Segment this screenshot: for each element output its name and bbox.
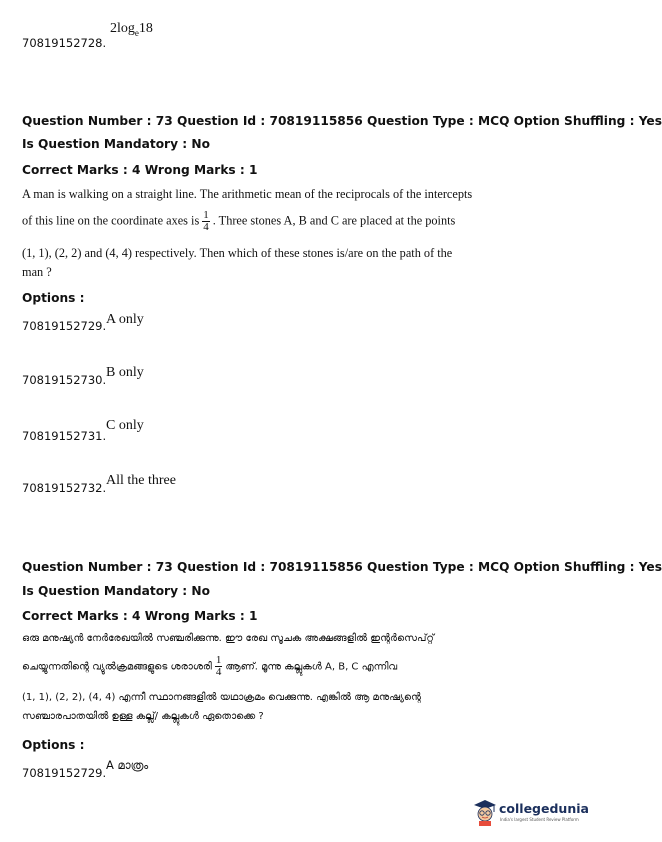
question-mandatory: Is Question Mandatory : No (22, 584, 210, 598)
brand-name: collegedunia (499, 801, 589, 816)
option-id: 70819152729. (22, 319, 107, 333)
option-id: 70819152731. (22, 429, 107, 443)
question-body-line: (1, 1), (2, 2), (4, 4) എന്നീ സ്ഥാനങ്ങളിൽ യഥാക്രമം വെക്കുന്നു. എങ്കിൽ ആ മനുഷ്യന്റെ (22, 692, 421, 703)
brand-tagline: India's largest Student Review Platform (500, 817, 579, 822)
question-marks: Correct Marks : 4 Wrong Marks : 1 (22, 609, 258, 623)
option-id: 70819152732. (22, 481, 107, 495)
question-mandatory: Is Question Mandatory : No (22, 137, 210, 151)
option-id: 70819152729. (22, 766, 107, 780)
question-header: Question Number : 73 Question Id : 70819115856 Question Type : MCQ Option Shuffling : Yes (22, 560, 662, 574)
option-text: A മാത്രം (106, 758, 149, 772)
mascot-icon (472, 797, 498, 827)
question-body-line: man ? (22, 265, 52, 279)
options-label: Options : (22, 738, 85, 752)
collegedunia-logo (472, 797, 589, 829)
question-body-line: ഒരു മനുഷ്യൻ നേർരേഖയിൽ സഞ്ചരിക്കുന്നു. ഈ രേഖ സൂചക അക്ഷങ്ങളിൽ ഇന്റർസെപ്റ്റ് (22, 633, 434, 644)
option-expression: $2\log_e18$ (110, 21, 153, 38)
question-marks: Correct Marks : 4 Wrong Marks : 1 (22, 163, 258, 177)
question-body-line: A man is walking on a straight line. The arithmetic mean of the reciprocals of the intercepts (22, 187, 473, 201)
question-body-line: ചെയ്യുന്നതിന്റെ വ്യുൽക്രമങ്ങളുടെ ശരാശരി $\frac{1}{4}$ ആണ്. മൂന്നു കല്ലുകൾ A, B, C എന്നിവ (22, 654, 398, 678)
fraction: $\frac{1}{4}$ (203, 209, 209, 233)
option-text: A only (106, 312, 144, 327)
option-text: B only (106, 365, 144, 380)
option-text: All the three (106, 473, 176, 488)
options-label: Options : (22, 291, 85, 305)
fraction: $\frac{1}{4}$ (215, 654, 222, 678)
option-id: 70819152730. (22, 373, 107, 387)
option-id: 70819152728. (22, 36, 107, 50)
question-body-line: of this line on the coordinate axes is $\frac{1}{4}$ . Three stones A, B and C are placed at the points (22, 209, 456, 233)
question-body-line: സഞ്ചാരപാതയിൽ ഉള്ള കല്ല്/ കല്ലുകൾ ഏതൊക്കെ ? (22, 711, 264, 722)
question-header: Question Number : 73 Question Id : 70819115856 Question Type : MCQ Option Shuffling : Yes (22, 114, 662, 128)
option-text: C only (106, 418, 144, 433)
question-body-line: (1, 1), (2, 2) and (4, 4) respectively. Then which of these stones is/are on the path of the (22, 246, 453, 260)
